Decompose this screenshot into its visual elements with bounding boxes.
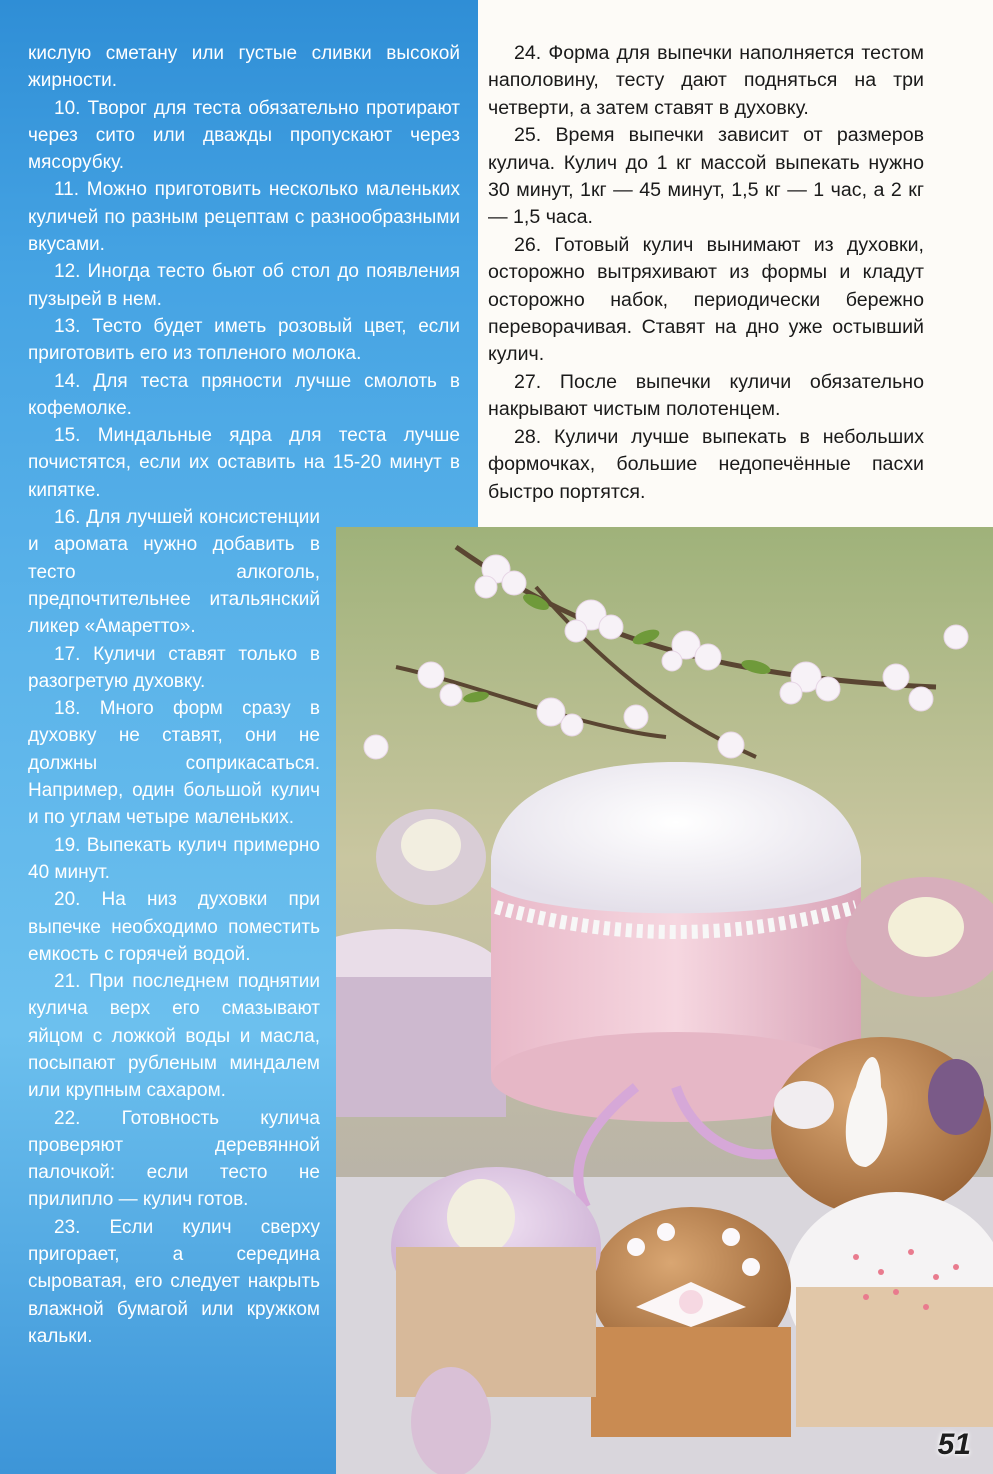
tip-27: 27. После выпечки куличи обязательно накрывают чистым полотенцем. bbox=[488, 370, 924, 421]
tip-13: 13. Тесто будет иметь розовый цвет, если приготовить его из топленого молока. bbox=[28, 315, 460, 365]
tip-10: 10. Творог для теста обязательно протирают через сито или дважды пропускают через мясорубку. bbox=[28, 97, 460, 174]
page-number: 51 bbox=[937, 1428, 971, 1461]
easter-cakes-photo bbox=[336, 527, 993, 1474]
tip-16: 16. Для лучшей консистенции и аромата нужно добавить в тесто алкоголь, предпочтительнее итальянский ликер «Амаретто». bbox=[28, 507, 320, 638]
tip-26: 26. Готовый кулич вынимают из духовки, осторожно вытряхивают из формы и кладут осторожно набок, периодически бережно переворачивая. Ставят на дно уже остывший кулич. bbox=[488, 233, 924, 366]
tip-23: 23. Если кулич сверху пригорает, а середина сыроватая, его следует накрыть влажной бумагой или кружком кальки. bbox=[28, 1216, 320, 1347]
tip-28: 28. Куличи лучше выпекать в небольших формочках, большие недопечённые пасхи быстро портятся. bbox=[488, 425, 924, 503]
tip-21: 21. При последнем поднятии кулича верх его смазывают яйцом с ложкой воды и масла, посыпают рубленым миндалем или крупным сахаром. bbox=[28, 971, 320, 1102]
tip-22: 22. Готовность кулича проверяют деревянной палочкой: если тесто не прилипло — кулич готов. bbox=[28, 1107, 320, 1211]
tip-24: 24. Форма для выпечки наполняется тестом наполовину, тесту дают подняться на три четверти, а затем ставят в духовку. bbox=[488, 42, 924, 119]
tip-19: 19. Выпекать кулич примерно 40 минут. bbox=[28, 834, 320, 883]
narrow-text-block bbox=[28, 504, 320, 1350]
tip-11: 11. Можно приготовить несколько маленьких куличей по разным рецептам с разнообразными вкусами. bbox=[28, 179, 460, 256]
tip-17: 17. Куличи ставят только в разогретую духовку. bbox=[28, 643, 320, 692]
tip-18: 18. Много форм сразу в духовку не ставят, они не должны соприкасаться. Например, один большой кулич и по углам четыре маленьких. bbox=[28, 698, 320, 829]
right-text-column bbox=[488, 40, 924, 506]
tip-14: 14. Для теста пряности лучше смолоть в кофемолке. bbox=[28, 370, 460, 419]
paragraph-continuation: кислую сметану или густые сливки высокой жирности. bbox=[28, 43, 460, 92]
tip-20: 20. На низ духовки при выпечке необходимо поместить емкость с горячей водой. bbox=[28, 889, 320, 965]
tip-15: 15. Миндальные ядра для теста лучше почистятся, если их оставить на 15-20 минут в кипятке. bbox=[28, 425, 460, 501]
easter-cakes-illustration bbox=[336, 527, 993, 1474]
tip-25: 25. Время выпечки зависит от размеров кулича. Кулич до 1 кг массой выпекать нужно 30 минут, 1кг — 45 минут, 1,5 кг — 1 час, а 2 кг — 1,5 часа. bbox=[488, 124, 924, 229]
tip-12: 12. Иногда тесто бьют об стол до появления пузырей в нем. bbox=[28, 261, 460, 310]
